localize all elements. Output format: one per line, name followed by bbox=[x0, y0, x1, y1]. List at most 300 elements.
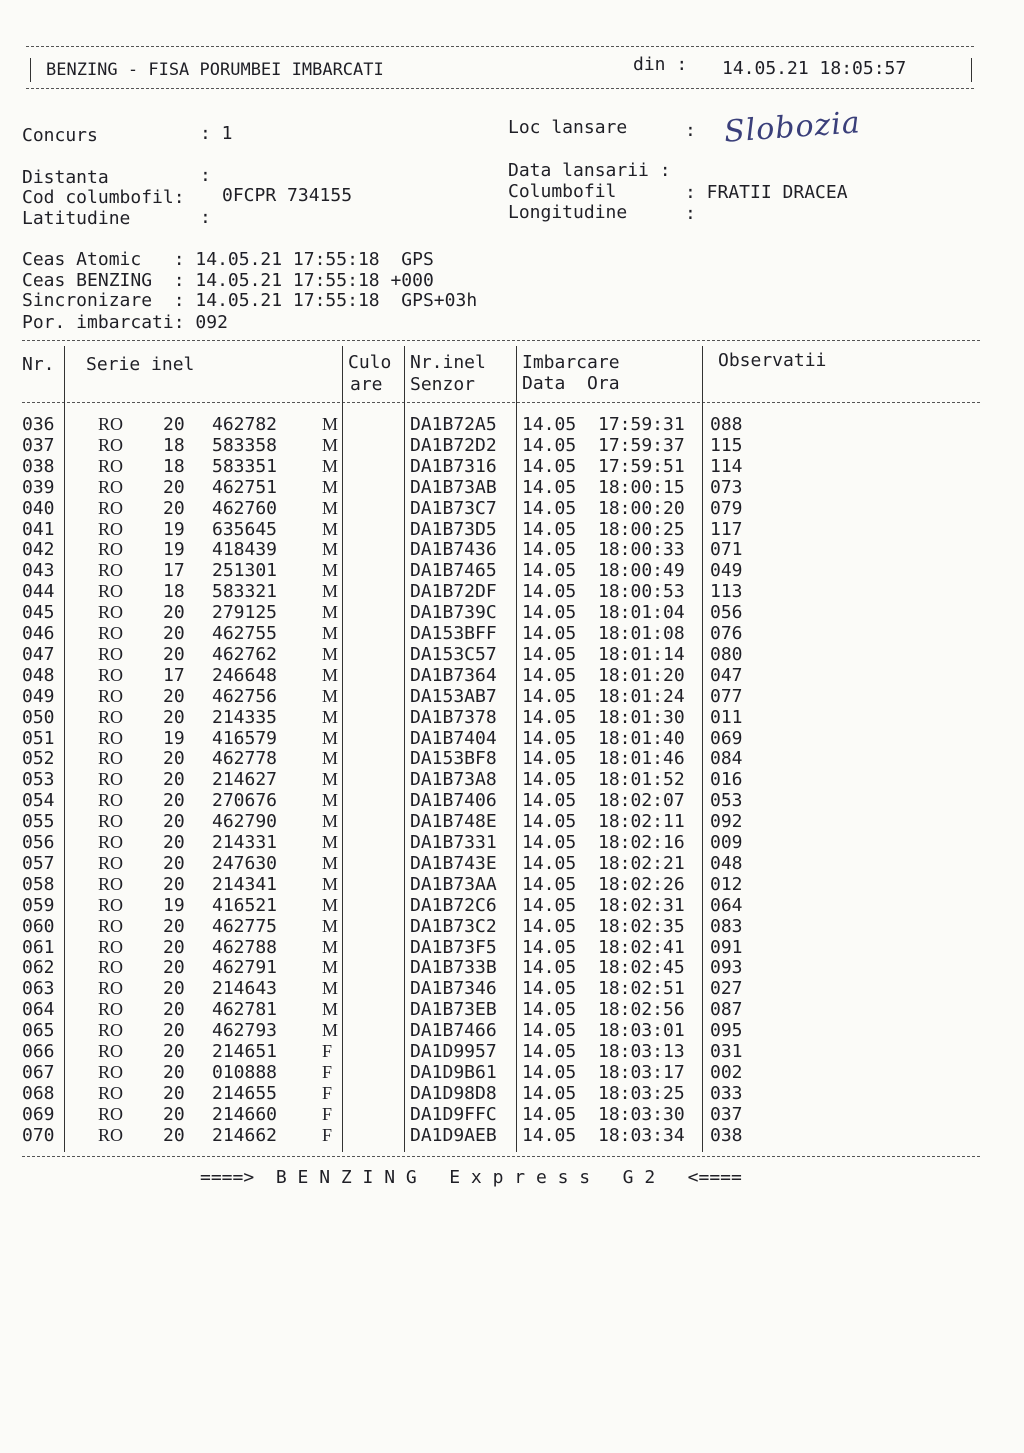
row-time: 18:02:41 bbox=[598, 936, 685, 958]
row-year: 20 bbox=[163, 852, 185, 874]
row-observatii: 076 bbox=[710, 623, 743, 644]
table-row bbox=[0, 895, 1024, 916]
row-sex: F bbox=[322, 1041, 333, 1061]
row-time: 18:00:53 bbox=[598, 581, 685, 603]
row-date: 14.05 bbox=[522, 790, 577, 812]
footer-brand: ====> B E N Z I N G E x p r e s s G 2 <==== bbox=[200, 1167, 742, 1188]
row-country: RO bbox=[98, 790, 124, 811]
row-country: RO bbox=[98, 434, 124, 455]
row-sex: M bbox=[322, 915, 339, 936]
row-ring-number: 583358 bbox=[212, 434, 278, 456]
row-nr: 066 bbox=[22, 1041, 55, 1062]
row-sensor: DA1B7465 bbox=[410, 560, 497, 582]
row-observatii: 088 bbox=[710, 414, 743, 435]
longitudine-value: : bbox=[685, 203, 696, 224]
row-sensor: DA1D9957 bbox=[410, 1041, 497, 1062]
row-observatii: 117 bbox=[710, 518, 743, 540]
row-year: 20 bbox=[163, 602, 185, 624]
row-country: RO bbox=[98, 769, 124, 790]
row-year: 20 bbox=[163, 685, 185, 707]
table-row bbox=[0, 539, 1024, 560]
row-country: RO bbox=[98, 685, 124, 706]
row-date: 14.05 bbox=[522, 1020, 577, 1042]
row-observatii: 048 bbox=[710, 852, 743, 874]
row-date: 14.05 bbox=[522, 915, 577, 937]
row-observatii: 114 bbox=[710, 455, 743, 477]
table-row bbox=[0, 623, 1024, 644]
row-observatii: 095 bbox=[710, 1020, 743, 1042]
col-header-serie-inel: Serie inel bbox=[86, 354, 195, 375]
row-nr: 069 bbox=[22, 1103, 55, 1125]
row-country: RO bbox=[98, 455, 124, 476]
row-date: 14.05 bbox=[522, 455, 577, 477]
row-sensor: DA1B72C6 bbox=[410, 894, 497, 916]
row-time: 18:01:52 bbox=[598, 769, 685, 791]
row-observatii: 056 bbox=[710, 602, 743, 624]
row-ring-number: 583351 bbox=[212, 455, 278, 477]
row-year: 19 bbox=[163, 894, 185, 916]
row-date: 14.05 bbox=[522, 873, 577, 895]
row-country: RO bbox=[98, 643, 124, 664]
row-sex: M bbox=[322, 727, 339, 748]
cod-columbofil-label: Cod columbofil: bbox=[22, 187, 185, 208]
row-sensor: DA1B73D5 bbox=[410, 518, 497, 540]
table-row bbox=[0, 874, 1024, 895]
row-nr: 061 bbox=[22, 936, 55, 958]
row-time: 18:02:45 bbox=[598, 957, 685, 979]
row-country: RO bbox=[98, 414, 124, 434]
row-observatii: 037 bbox=[710, 1103, 743, 1125]
row-sensor: DA1B7404 bbox=[410, 727, 497, 749]
row-year: 20 bbox=[163, 748, 185, 770]
col-header-observatii: Observatii bbox=[718, 350, 827, 371]
row-time: 18:03:13 bbox=[598, 1041, 685, 1062]
table-row bbox=[0, 728, 1024, 749]
row-sex: M bbox=[322, 455, 339, 476]
row-date: 14.05 bbox=[522, 414, 577, 435]
row-time: 18:03:30 bbox=[598, 1103, 685, 1125]
row-sex: M bbox=[322, 936, 339, 957]
row-year: 20 bbox=[163, 1103, 185, 1125]
row-date: 14.05 bbox=[522, 769, 577, 791]
row-observatii: 047 bbox=[710, 664, 743, 686]
header-top-border bbox=[26, 46, 974, 47]
row-ring-number: 247630 bbox=[212, 852, 278, 874]
row-sensor: DA1B72DF bbox=[410, 581, 497, 603]
row-time: 18:02:16 bbox=[598, 832, 685, 853]
row-sensor: DA1B72D2 bbox=[410, 434, 497, 456]
row-time: 18:02:26 bbox=[598, 873, 685, 895]
table-row bbox=[0, 581, 1024, 602]
row-sensor: DA1D9AEB bbox=[410, 1124, 497, 1146]
row-sensor: DA1B7316 bbox=[410, 455, 497, 477]
row-observatii: 064 bbox=[710, 894, 743, 916]
row-country: RO bbox=[98, 497, 124, 518]
table-row bbox=[0, 769, 1024, 790]
row-observatii: 087 bbox=[710, 999, 743, 1021]
table-row bbox=[0, 937, 1024, 958]
row-time: 18:01:04 bbox=[598, 602, 685, 624]
row-nr: 047 bbox=[22, 643, 55, 665]
row-nr: 060 bbox=[22, 915, 55, 937]
row-sensor: DA153BF8 bbox=[410, 748, 497, 770]
row-country: RO bbox=[98, 957, 124, 978]
row-nr: 059 bbox=[22, 894, 55, 916]
row-country: RO bbox=[98, 748, 124, 769]
row-observatii: 084 bbox=[710, 748, 743, 770]
row-date: 14.05 bbox=[522, 602, 577, 624]
row-country: RO bbox=[98, 706, 124, 727]
row-ring-number: 462788 bbox=[212, 936, 278, 958]
row-year: 17 bbox=[163, 560, 185, 582]
row-sensor: DA1B73AA bbox=[410, 873, 497, 895]
row-time: 17:59:51 bbox=[598, 455, 685, 477]
row-observatii: 092 bbox=[710, 811, 743, 833]
row-nr: 037 bbox=[22, 434, 55, 456]
row-sensor: DA1B739C bbox=[410, 602, 497, 624]
table-row bbox=[0, 560, 1024, 581]
row-country: RO bbox=[98, 1124, 124, 1145]
concurs-label: Concurs bbox=[22, 125, 98, 146]
row-country: RO bbox=[98, 1020, 124, 1041]
row-observatii: 031 bbox=[710, 1041, 743, 1062]
row-nr: 068 bbox=[22, 1082, 55, 1104]
row-country: RO bbox=[98, 664, 124, 685]
longitudine-label: Longitudine bbox=[508, 202, 628, 223]
table-row bbox=[0, 1104, 1024, 1125]
row-nr: 036 bbox=[22, 414, 55, 435]
row-ring-number: 416579 bbox=[212, 727, 278, 749]
table-row bbox=[0, 999, 1024, 1020]
row-nr: 043 bbox=[22, 560, 55, 582]
row-year: 20 bbox=[163, 978, 185, 1000]
row-sex: M bbox=[322, 623, 339, 643]
row-year: 20 bbox=[163, 1082, 185, 1104]
row-time: 18:01:46 bbox=[598, 748, 685, 770]
row-sex: M bbox=[322, 1020, 339, 1041]
table-header-bottom-border bbox=[22, 402, 980, 403]
table-row bbox=[0, 1062, 1024, 1083]
row-country: RO bbox=[98, 852, 124, 873]
row-time: 18:01:20 bbox=[598, 664, 685, 686]
latitudine-value: : bbox=[200, 207, 211, 228]
row-year: 20 bbox=[163, 832, 185, 853]
row-observatii: 011 bbox=[710, 706, 743, 728]
row-ring-number: 214660 bbox=[212, 1103, 278, 1125]
row-nr: 048 bbox=[22, 664, 55, 686]
table-row bbox=[0, 748, 1024, 769]
table-row bbox=[0, 978, 1024, 999]
row-country: RO bbox=[98, 1041, 124, 1061]
row-ring-number: 214627 bbox=[212, 769, 278, 791]
row-time: 18:02:31 bbox=[598, 894, 685, 916]
table-row bbox=[0, 498, 1024, 519]
row-sensor: DA153AB7 bbox=[410, 685, 497, 707]
row-sex: F bbox=[322, 1061, 333, 1082]
row-ring-number: 418439 bbox=[212, 539, 278, 561]
row-sensor: DA1B7364 bbox=[410, 664, 497, 686]
row-sex: M bbox=[322, 811, 339, 832]
row-sex: M bbox=[322, 978, 339, 999]
row-date: 14.05 bbox=[522, 623, 577, 644]
row-observatii: 077 bbox=[710, 685, 743, 707]
row-sensor: DA1B72A5 bbox=[410, 414, 497, 435]
row-year: 20 bbox=[163, 769, 185, 791]
columbofil-value: : FRATII DRACEA bbox=[685, 182, 848, 203]
col-header-imbarcare: Imbarcare bbox=[522, 352, 620, 373]
row-sex: M bbox=[322, 414, 339, 434]
row-date: 14.05 bbox=[522, 832, 577, 853]
row-nr: 065 bbox=[22, 1020, 55, 1042]
table-row bbox=[0, 644, 1024, 665]
row-observatii: 073 bbox=[710, 476, 743, 498]
row-date: 14.05 bbox=[522, 852, 577, 874]
row-ring-number: 462762 bbox=[212, 643, 278, 665]
row-sex: M bbox=[322, 957, 339, 978]
row-time: 18:02:56 bbox=[598, 999, 685, 1021]
row-observatii: 115 bbox=[710, 434, 743, 456]
row-country: RO bbox=[98, 1061, 124, 1082]
row-sex: M bbox=[322, 685, 339, 706]
row-time: 18:01:40 bbox=[598, 727, 685, 749]
row-nr: 062 bbox=[22, 957, 55, 979]
table-row bbox=[0, 790, 1024, 811]
row-year: 20 bbox=[163, 1061, 185, 1083]
row-nr: 050 bbox=[22, 706, 55, 728]
row-country: RO bbox=[98, 936, 124, 957]
table-row bbox=[0, 602, 1024, 623]
row-year: 20 bbox=[163, 811, 185, 833]
row-observatii: 049 bbox=[710, 560, 743, 582]
row-sex: M bbox=[322, 769, 339, 790]
row-nr: 058 bbox=[22, 873, 55, 895]
row-ring-number: 462751 bbox=[212, 476, 278, 498]
col-header-nr: Nr. bbox=[22, 354, 55, 375]
row-sex: M bbox=[322, 434, 339, 455]
row-time: 18:00:25 bbox=[598, 518, 685, 540]
row-year: 20 bbox=[163, 643, 185, 665]
row-sensor: DA1B73C7 bbox=[410, 497, 497, 519]
row-date: 14.05 bbox=[522, 518, 577, 540]
latitudine-label: Latitudine bbox=[22, 208, 131, 229]
distanta-label: Distanta bbox=[22, 167, 109, 188]
row-time: 18:03:25 bbox=[598, 1082, 685, 1104]
document-title: BENZING - FISA PORUMBEI IMBARCATI bbox=[46, 60, 384, 80]
row-sex: M bbox=[322, 664, 339, 685]
ceas-atomic: Ceas Atomic : 14.05.21 17:55:18 GPS bbox=[22, 249, 434, 270]
row-time: 17:59:37 bbox=[598, 434, 685, 456]
row-ring-number: 462778 bbox=[212, 748, 278, 770]
header-left-border bbox=[30, 58, 31, 82]
row-ring-number: 214651 bbox=[212, 1041, 278, 1062]
row-sex: M bbox=[322, 560, 339, 581]
row-year: 20 bbox=[163, 1041, 185, 1062]
row-observatii: 113 bbox=[710, 581, 743, 603]
row-sensor: DA1B748E bbox=[410, 811, 497, 833]
row-sex: M bbox=[322, 852, 339, 873]
table-row bbox=[0, 477, 1024, 498]
row-country: RO bbox=[98, 999, 124, 1020]
row-date: 14.05 bbox=[522, 643, 577, 665]
table-bottom-border bbox=[22, 1156, 980, 1157]
table-row bbox=[0, 665, 1024, 686]
table-row bbox=[0, 456, 1024, 477]
row-year: 20 bbox=[163, 915, 185, 937]
row-nr: 039 bbox=[22, 476, 55, 498]
row-sex: F bbox=[322, 1103, 333, 1124]
row-date: 14.05 bbox=[522, 936, 577, 958]
table-row bbox=[0, 1125, 1024, 1146]
row-date: 14.05 bbox=[522, 748, 577, 770]
row-year: 20 bbox=[163, 790, 185, 812]
row-nr: 063 bbox=[22, 978, 55, 1000]
loc-lansare-label: Loc lansare bbox=[508, 117, 628, 138]
row-time: 18:02:07 bbox=[598, 790, 685, 812]
row-country: RO bbox=[98, 1103, 124, 1124]
row-observatii: 002 bbox=[710, 1061, 743, 1083]
row-ring-number: 462791 bbox=[212, 957, 278, 979]
row-time: 18:00:15 bbox=[598, 476, 685, 498]
row-ring-number: 635645 bbox=[212, 518, 278, 540]
row-ring-number: 270676 bbox=[212, 790, 278, 812]
row-sensor: DA1B73A8 bbox=[410, 769, 497, 791]
row-sensor: DA1D9FFC bbox=[410, 1103, 497, 1125]
row-time: 17:59:31 bbox=[598, 414, 685, 435]
row-sensor: DA1B73EB bbox=[410, 999, 497, 1021]
distanta-value: : bbox=[200, 165, 211, 186]
col-header-culoare-2: are bbox=[350, 374, 383, 395]
row-sensor: DA1B7346 bbox=[410, 978, 497, 1000]
col-header-data-ora: Data Ora bbox=[522, 373, 620, 394]
columbofil-label: Columbofil bbox=[508, 181, 617, 202]
row-date: 14.05 bbox=[522, 706, 577, 728]
row-nr: 046 bbox=[22, 623, 55, 644]
table-row bbox=[0, 686, 1024, 707]
row-time: 18:00:49 bbox=[598, 560, 685, 582]
row-sex: M bbox=[322, 706, 339, 727]
row-date: 14.05 bbox=[522, 978, 577, 1000]
row-year: 20 bbox=[163, 476, 185, 498]
row-year: 20 bbox=[163, 623, 185, 644]
ceas-benzing: Ceas BENZING : 14.05.21 17:55:18 +000 bbox=[22, 270, 434, 291]
row-date: 14.05 bbox=[522, 1041, 577, 1062]
row-country: RO bbox=[98, 873, 124, 894]
row-observatii: 071 bbox=[710, 539, 743, 561]
row-observatii: 012 bbox=[710, 873, 743, 895]
row-time: 18:02:35 bbox=[598, 915, 685, 937]
row-sex: M bbox=[322, 832, 339, 852]
row-time: 18:01:24 bbox=[598, 685, 685, 707]
row-nr: 053 bbox=[22, 769, 55, 791]
row-observatii: 093 bbox=[710, 957, 743, 979]
row-time: 18:00:33 bbox=[598, 539, 685, 561]
row-sensor: DA1B7406 bbox=[410, 790, 497, 812]
row-year: 18 bbox=[163, 434, 185, 456]
row-observatii: 069 bbox=[710, 727, 743, 749]
table-row bbox=[0, 957, 1024, 978]
row-country: RO bbox=[98, 581, 124, 602]
row-sensor: DA153BFF bbox=[410, 623, 497, 644]
row-year: 20 bbox=[163, 497, 185, 519]
row-ring-number: 462755 bbox=[212, 623, 278, 644]
row-country: RO bbox=[98, 602, 124, 623]
row-nr: 044 bbox=[22, 581, 55, 603]
row-year: 20 bbox=[163, 414, 185, 435]
row-observatii: 079 bbox=[710, 497, 743, 519]
row-country: RO bbox=[98, 978, 124, 999]
row-year: 20 bbox=[163, 999, 185, 1021]
header-din-label: din : bbox=[633, 54, 688, 75]
row-nr: 041 bbox=[22, 518, 55, 540]
row-sex: M bbox=[322, 643, 339, 664]
row-time: 18:02:11 bbox=[598, 811, 685, 833]
row-ring-number: 010888 bbox=[212, 1061, 278, 1083]
row-ring-number: 462756 bbox=[212, 685, 278, 707]
row-country: RO bbox=[98, 894, 124, 915]
row-nr: 054 bbox=[22, 790, 55, 812]
row-country: RO bbox=[98, 832, 124, 852]
row-sensor: DA1B73F5 bbox=[410, 936, 497, 958]
row-nr: 051 bbox=[22, 727, 55, 749]
table-row bbox=[0, 414, 1024, 435]
row-ring-number: 246648 bbox=[212, 664, 278, 686]
row-nr: 057 bbox=[22, 852, 55, 874]
row-observatii: 080 bbox=[710, 643, 743, 665]
row-date: 14.05 bbox=[522, 727, 577, 749]
row-observatii: 083 bbox=[710, 915, 743, 937]
row-ring-number: 214335 bbox=[212, 706, 278, 728]
row-nr: 064 bbox=[22, 999, 55, 1021]
row-ring-number: 462782 bbox=[212, 414, 278, 435]
row-sex: M bbox=[322, 476, 339, 497]
row-country: RO bbox=[98, 623, 124, 643]
row-year: 20 bbox=[163, 1124, 185, 1146]
row-ring-number: 279125 bbox=[212, 602, 278, 624]
row-nr: 070 bbox=[22, 1124, 55, 1146]
table-row bbox=[0, 1083, 1024, 1104]
row-sensor: DA1D9B61 bbox=[410, 1061, 497, 1083]
row-ring-number: 462790 bbox=[212, 811, 278, 833]
row-nr: 042 bbox=[22, 539, 55, 561]
row-sex: F bbox=[322, 1124, 333, 1145]
table-row bbox=[0, 707, 1024, 728]
row-country: RO bbox=[98, 727, 124, 748]
row-date: 14.05 bbox=[522, 685, 577, 707]
row-year: 20 bbox=[163, 1020, 185, 1042]
row-time: 18:03:17 bbox=[598, 1061, 685, 1083]
row-year: 19 bbox=[163, 727, 185, 749]
row-time: 18:00:20 bbox=[598, 497, 685, 519]
row-date: 14.05 bbox=[522, 1082, 577, 1104]
row-nr: 056 bbox=[22, 832, 55, 853]
row-country: RO bbox=[98, 476, 124, 497]
row-ring-number: 462760 bbox=[212, 497, 278, 519]
row-observatii: 009 bbox=[710, 832, 743, 853]
row-sex: M bbox=[322, 497, 339, 518]
row-nr: 049 bbox=[22, 685, 55, 707]
sincronizare: Sincronizare : 14.05.21 17:55:18 GPS+03h bbox=[22, 290, 478, 311]
row-year: 19 bbox=[163, 518, 185, 540]
cod-columbofil-value: 0FCPR 734155 bbox=[222, 185, 353, 206]
row-observatii: 033 bbox=[710, 1082, 743, 1104]
table-row bbox=[0, 1020, 1024, 1041]
row-sex: M bbox=[322, 602, 339, 623]
row-ring-number: 583321 bbox=[212, 581, 278, 603]
row-ring-number: 214331 bbox=[212, 832, 278, 853]
row-sensor: DA1B743E bbox=[410, 852, 497, 874]
row-year: 18 bbox=[163, 455, 185, 477]
row-time: 18:01:08 bbox=[598, 623, 685, 644]
